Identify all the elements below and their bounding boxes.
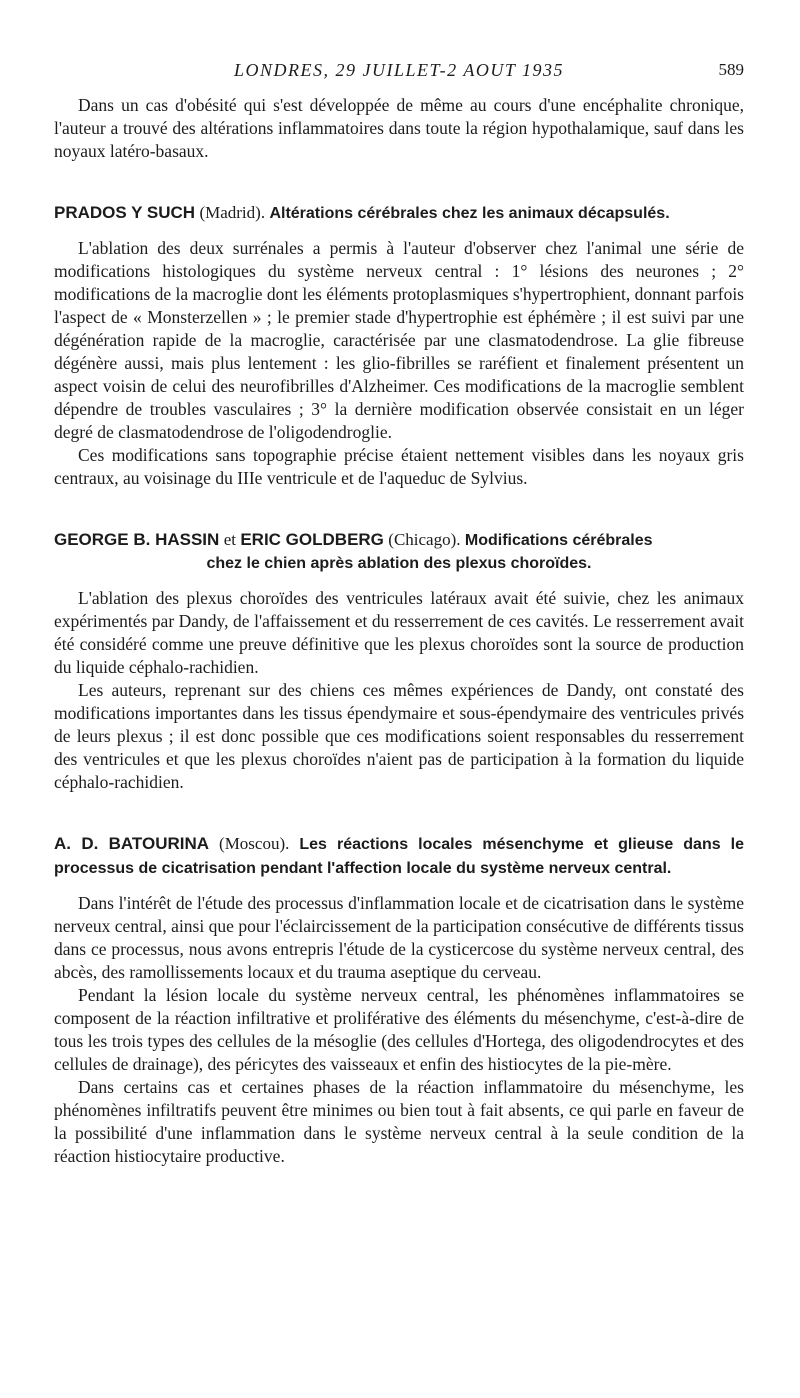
running-head (54, 60, 744, 86)
abstract-title: Les réactions locales mésenchyme et glieuse dans le processus de cicatrisation pendant l'affection locale du système nerveux central. (54, 836, 745, 877)
abstract-paragraph: Ces modifications sans topographie précise étaient nettement visibles dans les noyaux gris centraux, au voisinage du IIIe ventricule et de l'aqueduc de Sylvius. (54, 445, 744, 488)
author-name-2: ERIC GOLDBERG (240, 530, 384, 549)
abstract-title: Modifications cérébrales (464, 532, 653, 549)
abstract-paragraph: L'ablation des plexus choroïdes des ventricules latéraux avait été suivie, chez les animaux expérimentés par Dandy, de l'affaissement et du resserrement de ces cavités. Le resserrement avait été considéré comme une preuve définitive que les plexus choroïdes sont la source de production du liquide céphalo-rachidien. (54, 588, 744, 677)
author-name: A. D. BATOURINA (54, 834, 210, 853)
author-connector: et (223, 530, 236, 549)
abstract-batourina (54, 832, 744, 1168)
author-city: (Chicago). (388, 530, 461, 549)
intro-section (54, 94, 744, 163)
abstract-heading (54, 832, 744, 880)
page-content (54, 94, 744, 1168)
abstract-paragraph: Pendant la lésion locale du système nerveux central, les phénomènes inflammatoires se composent de la réaction infiltrative et proliférative des éléments du mésenchyme, c'est-à-dire de tous les trois types des cellules de la mésoglie (des cellules d'Hortega, des oligodendrocytes et des cellules de drainage), des péricytes des vaisseaux et enfin des histiocytes de la pie-mère. (54, 985, 744, 1074)
abstract-heading (54, 528, 744, 575)
running-title: LONDRES, 29 JUILLET-2 AOUT 1935 (233, 60, 565, 80)
author-name: PRADOS Y SUCH (54, 203, 196, 222)
author-name: GEORGE B. HASSIN (54, 530, 220, 549)
abstract-paragraph: L'ablation des deux surrénales a permis à l'auteur d'observer chez l'animal une série de modifications histologiques du système nerveux central : 1° lésions des neurones ; 2° modifications de la macroglie dont les éléments protoplasmiques s'hypertrophient, donnant parfois l'aspect de « Monsterzellen » ; le premier stade d'hypertrophie est éphémère ; il est suivi par une dégénération rapide de la macroglie, caractérisée par une clasmatodendrose. La glie fibreuse dégénère aussi, mais plus lentement : les glio-fibrilles se raréfient et finalement présentent un aspect voisin de celui des neurofibrilles d'Alzheimer. Ces modifications de la macroglie semblent dépendre de troubles vasculaires ; 3° la dernière modification observée consistait en un léger degré de clasmatodendrose de l'oligodendroglie. (54, 238, 744, 442)
abstract-paragraph: Dans certains cas et certaines phases de la réaction inflammatoire du mésenchyme, les phénomènes infiltratifs peuvent être minimes ou bien tout à fait absents, ce qui parle en faveur de la possibilité d'une inflammation dans le système nerveux central à la seule condition de la réaction histiocytaire productive. (54, 1077, 744, 1166)
abstract-paragraph: Dans l'intérêt de l'étude des processus d'inflammation locale et de cicatrisation dans le système nerveux central, ainsi que pour l'éclaircissement de la participation consécutive de différents tissus dans ce processus, nous avons entrepris l'étude de la cysticercose du système nerveux central, des abcès, des ramollissements locaux et du trauma aseptique du cerveau. (54, 893, 744, 982)
abstract-heading (54, 201, 744, 225)
abstract-paragraph: Les auteurs, reprenant sur des chiens ces mêmes expériences de Dandy, ont constaté des modifications importantes dans les tissus épendymaire et sous-épendymaire des ventricules privés de leurs plexus ; il est donc possible que ces modifications soient responsables du resserrement des ventricules et que les plexus choroïdes n'aient pas de participation à la formation du liquide céphalo-rachidien. (54, 680, 744, 792)
abstract-hassin-goldberg (54, 528, 744, 794)
page-number: 589 (718, 60, 744, 79)
author-city: (Madrid). (199, 203, 266, 222)
abstract-title: Altérations cérébrales chez les animaux décapsulés. (269, 205, 670, 222)
abstract-title-continued: chez le chien après ablation des plexus choroïdes. (206, 555, 592, 572)
intro-paragraph: Dans un cas d'obésité qui s'est développée de même au cours d'une encéphalite chronique, l'auteur a trouvé des altérations inflammatoires dans toute la région hypothalamique, sauf dans les noyaux latéro-basaux. (54, 95, 744, 161)
author-city: (Moscou). (219, 834, 290, 853)
abstract-prados (54, 201, 744, 490)
